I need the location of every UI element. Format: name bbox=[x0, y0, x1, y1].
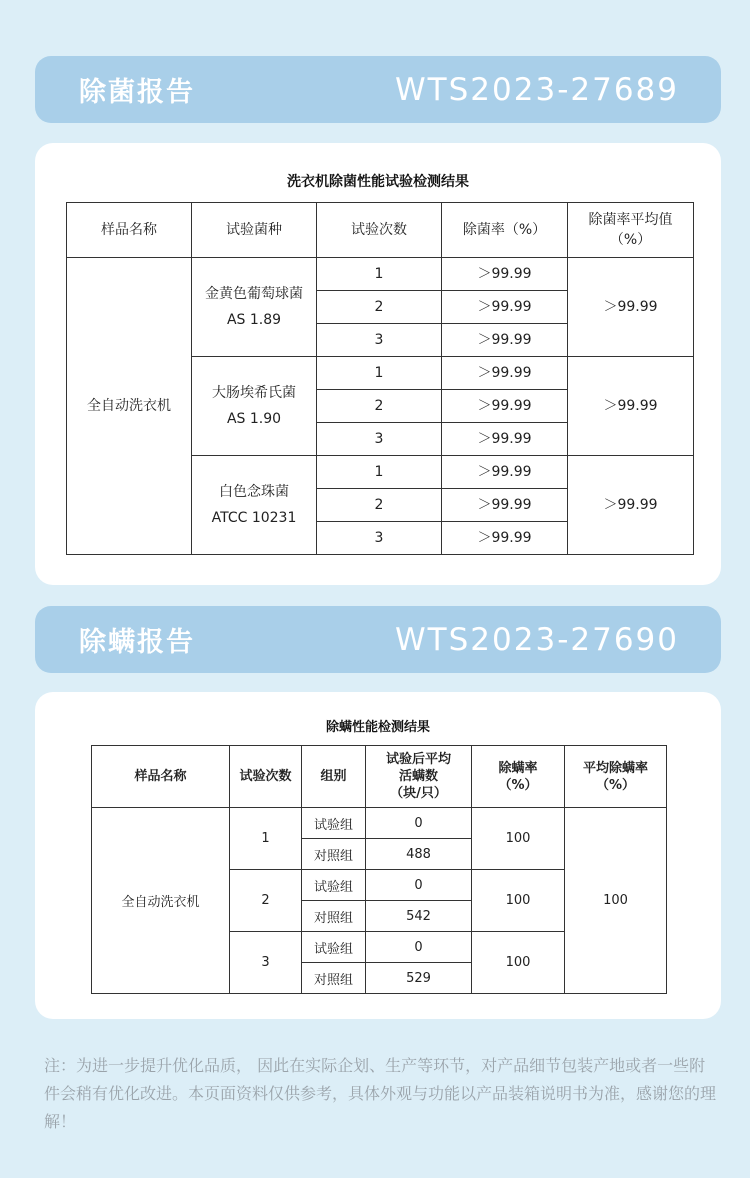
rate-cell: ＞99.99 bbox=[442, 291, 568, 324]
strain-cell bbox=[192, 357, 317, 456]
run-cell: 2 bbox=[317, 489, 442, 522]
rate-cell: ＞99.99 bbox=[442, 357, 568, 390]
sterilization-result-card bbox=[35, 143, 721, 585]
rate-cell: 100 bbox=[472, 808, 565, 870]
group-cell: 试验组 bbox=[302, 932, 366, 963]
mites-cell: 488 bbox=[366, 839, 472, 870]
run-cell: 3 bbox=[317, 324, 442, 357]
header-runs: 试验次数 bbox=[230, 746, 302, 808]
sterilization-result-table bbox=[66, 202, 694, 555]
mite-report-title: 除螨报告 bbox=[79, 627, 195, 658]
header-average bbox=[568, 203, 694, 258]
run-cell: 2 bbox=[230, 870, 302, 932]
rate-cell: 100 bbox=[472, 932, 565, 994]
footnote: 注：为进一步提升优化品质， 因此在实际企划、生产等环节，对产品细节包装产地或者一些附件会稍有优化改进。本页面资料仅供参考，具体外观与功能以产品装箱说明书为准，感谢您的理解！ bbox=[44, 1056, 717, 1131]
header-mites-line3: （块/只） bbox=[390, 786, 447, 801]
rate-cell: ＞99.99 bbox=[442, 522, 568, 555]
strain-name: 白色念珠菌 bbox=[219, 484, 289, 500]
table-row bbox=[92, 808, 667, 839]
mites-cell: 0 bbox=[366, 808, 472, 839]
sterilization-report-code: WTS2023-27689 bbox=[395, 71, 679, 108]
rate-cell: ＞99.99 bbox=[442, 258, 568, 291]
mites-cell: 542 bbox=[366, 901, 472, 932]
rate-cell: ＞99.99 bbox=[442, 390, 568, 423]
header-sample: 样品名称 bbox=[67, 203, 192, 258]
header-mites-line2: 活螨数 bbox=[398, 769, 438, 784]
average-cell: ＞99.99 bbox=[568, 357, 694, 456]
header-average-line1: 平均除螨率 bbox=[582, 760, 648, 776]
sample-name-cell: 全自动洗衣机 bbox=[92, 808, 230, 994]
header-rate bbox=[472, 746, 565, 808]
sample-name-cell: 全自动洗衣机 bbox=[67, 258, 192, 555]
rate-cell: 100 bbox=[472, 870, 565, 932]
run-cell: 1 bbox=[230, 808, 302, 870]
sterilization-table-title: 洗衣机除菌性能试验检测结果 bbox=[287, 174, 469, 190]
mites-cell: 0 bbox=[366, 932, 472, 963]
table-header-row bbox=[67, 203, 694, 258]
header-average bbox=[565, 746, 667, 808]
sterilization-report-title: 除菌报告 bbox=[79, 77, 195, 108]
mite-table-title: 除螨性能检测结果 bbox=[325, 720, 430, 735]
strain-name: 大肠埃希氏菌 bbox=[212, 385, 296, 401]
header-rate-line1: 除螨率 bbox=[498, 760, 538, 776]
rate-cell: ＞99.99 bbox=[442, 489, 568, 522]
run-cell: 3 bbox=[317, 423, 442, 456]
header-sample: 样品名称 bbox=[92, 746, 230, 808]
strain-code: AS 1.89 bbox=[226, 312, 282, 328]
average-cell: ＞99.99 bbox=[568, 258, 694, 357]
header-average-line1: 除菌率平均值 bbox=[588, 212, 673, 228]
header-average-line2: （%） bbox=[609, 232, 652, 248]
sterilization-report-banner bbox=[35, 56, 721, 123]
run-cell: 2 bbox=[317, 291, 442, 324]
average-cell: ＞99.99 bbox=[568, 456, 694, 555]
mite-result-card bbox=[35, 692, 721, 1019]
run-cell: 3 bbox=[317, 522, 442, 555]
mites-cell: 529 bbox=[366, 963, 472, 994]
mite-report-code: WTS2023-27690 bbox=[395, 621, 679, 658]
run-cell: 1 bbox=[317, 357, 442, 390]
group-cell: 对照组 bbox=[302, 963, 366, 994]
group-cell: 试验组 bbox=[302, 870, 366, 901]
strain-cell bbox=[192, 456, 317, 555]
header-rate-line2: （%） bbox=[498, 777, 538, 793]
mites-cell: 0 bbox=[366, 870, 472, 901]
table-row bbox=[67, 258, 694, 291]
header-rate: 除菌率（%） bbox=[442, 203, 568, 258]
strain-cell bbox=[192, 258, 317, 357]
table-header-row bbox=[92, 746, 667, 808]
strain-code: ATCC 10231 bbox=[211, 510, 297, 526]
rate-cell: ＞99.99 bbox=[442, 324, 568, 357]
header-runs: 试验次数 bbox=[317, 203, 442, 258]
header-average-line2: （%） bbox=[595, 777, 636, 793]
group-cell: 对照组 bbox=[302, 901, 366, 932]
header-mites bbox=[366, 746, 472, 808]
run-cell: 1 bbox=[317, 258, 442, 291]
mite-report-banner bbox=[35, 606, 721, 673]
header-strain: 试验菌种 bbox=[192, 203, 317, 258]
header-group: 组别 bbox=[302, 746, 366, 808]
rate-cell: ＞99.99 bbox=[442, 456, 568, 489]
group-cell: 对照组 bbox=[302, 839, 366, 870]
mite-result-table bbox=[91, 745, 667, 994]
rate-cell: ＞99.99 bbox=[442, 423, 568, 456]
run-cell: 2 bbox=[317, 390, 442, 423]
strain-name: 金黄色葡萄球菌 bbox=[205, 286, 303, 302]
group-cell: 试验组 bbox=[302, 808, 366, 839]
average-cell: 100 bbox=[565, 808, 667, 994]
strain-code: AS 1.90 bbox=[226, 411, 282, 427]
run-cell: 1 bbox=[317, 456, 442, 489]
run-cell: 3 bbox=[230, 932, 302, 994]
header-mites-line1: 试验后平均 bbox=[385, 752, 451, 767]
